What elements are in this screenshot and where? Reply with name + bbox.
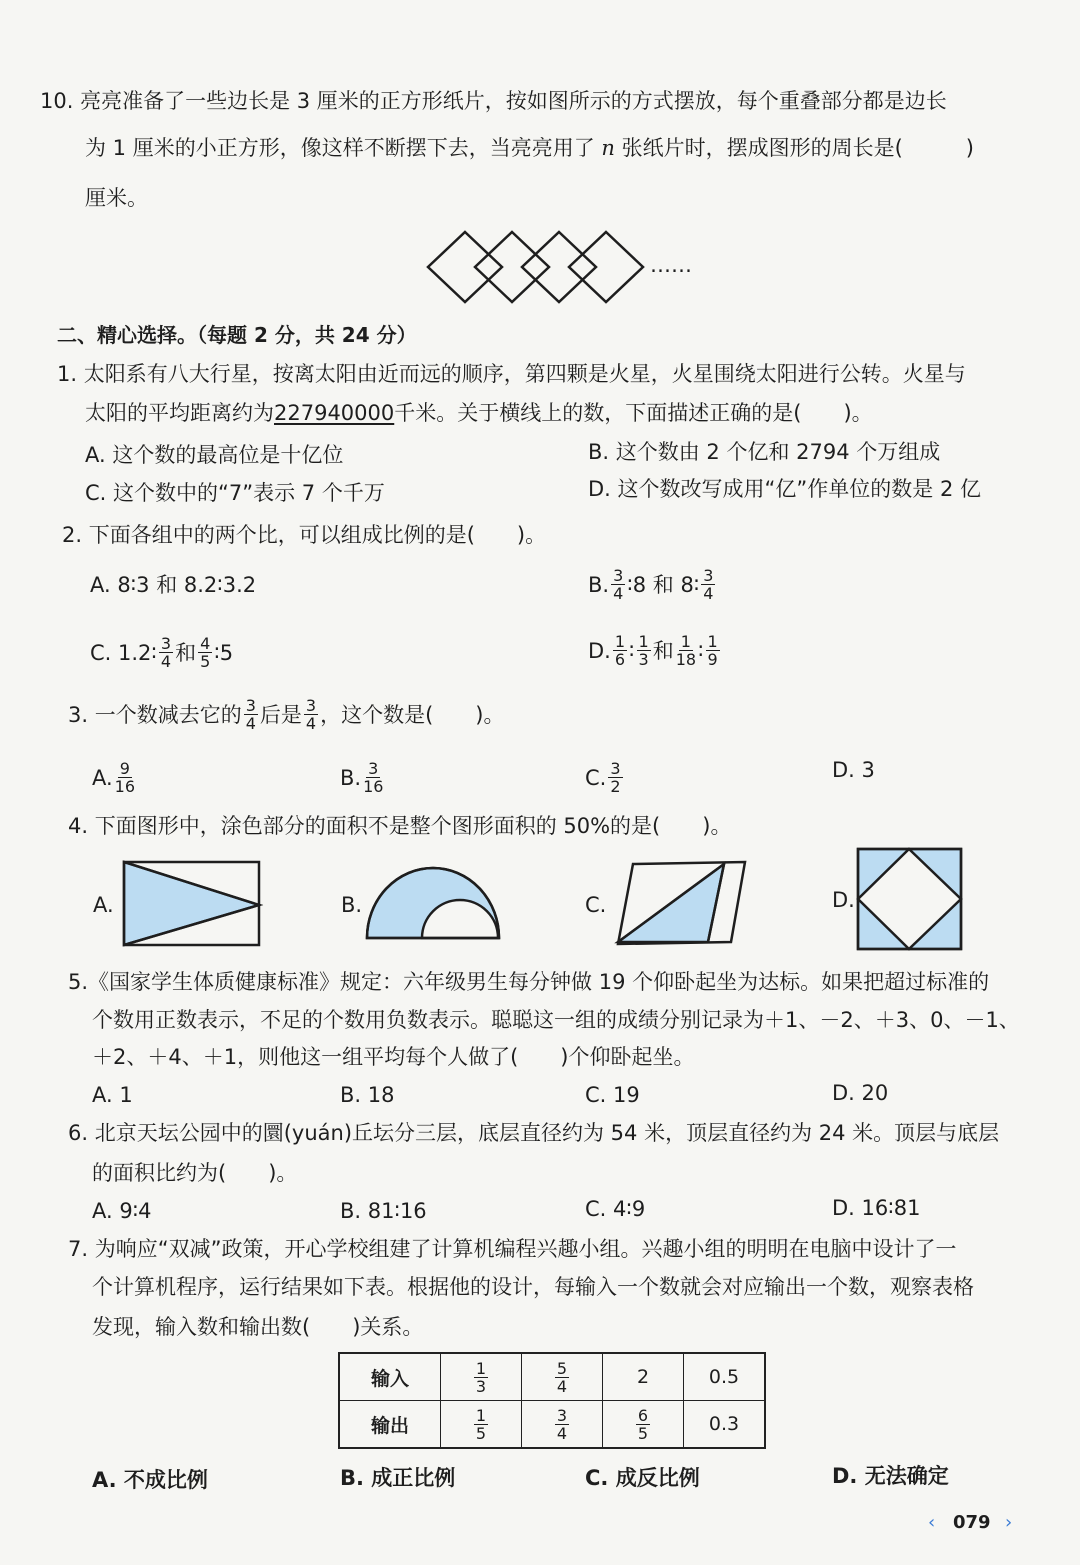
text: D. 16∶81 bbox=[832, 1196, 921, 1220]
denominator: 4 bbox=[245, 714, 256, 733]
text: 个数用正数表示，不足的个数用负数表示。聪聪这一组的成绩分别记录为＋1、－2、＋3、0、－1、 bbox=[92, 1008, 1020, 1032]
page-number: 079 bbox=[953, 1512, 991, 1533]
variable: n bbox=[594, 136, 622, 160]
denominator: 16 bbox=[114, 777, 136, 796]
row-header bbox=[339, 1353, 441, 1401]
denominator: 2 bbox=[610, 777, 621, 796]
fraction bbox=[474, 1360, 488, 1395]
text: A. 这个数的最高位是十亿位 bbox=[85, 443, 344, 467]
q5-line-2 bbox=[92, 1005, 1020, 1035]
q5-option-d[interactable] bbox=[832, 1078, 888, 1108]
fraction bbox=[244, 697, 258, 732]
text: 0.5 bbox=[708, 1366, 740, 1388]
denominator: 9 bbox=[707, 650, 718, 669]
denominator: 16 bbox=[363, 777, 384, 796]
q6-option-a[interactable] bbox=[92, 1196, 152, 1226]
text: D. 20 bbox=[832, 1081, 889, 1105]
q5-option-c[interactable] bbox=[585, 1080, 640, 1110]
text: 厘米。 bbox=[85, 186, 148, 210]
text: D. bbox=[588, 638, 611, 663]
next-page-icon[interactable]: › bbox=[1005, 1512, 1013, 1533]
section-title: 二、精心选择。（每题 2 分，共 24 分） bbox=[57, 323, 417, 347]
q2-option-b[interactable] bbox=[588, 567, 717, 602]
text: 5.《国家学生体质健康标准》规定：六年级男生每分钟做 19 个仰卧起坐为达标。如果把超过标准的 bbox=[68, 970, 990, 994]
numerator: 1 bbox=[614, 632, 626, 651]
denominator: 4 bbox=[703, 584, 714, 603]
text: ，这个数是( )。 bbox=[320, 702, 505, 727]
text: D. 这个数改写成用“亿”作单位的数是 2 亿 bbox=[588, 477, 981, 501]
q4-label-b[interactable]: B. bbox=[341, 893, 363, 917]
q4-label-d[interactable]: D. bbox=[832, 888, 855, 912]
table-cell bbox=[441, 1353, 522, 1401]
denominator: 4 bbox=[556, 1376, 568, 1396]
figure-b-semiring bbox=[367, 868, 499, 938]
q4-label-a[interactable]: A. bbox=[93, 893, 114, 917]
q2-option-a[interactable] bbox=[90, 570, 256, 600]
denominator: 6 bbox=[614, 650, 626, 669]
table-cell bbox=[522, 1353, 603, 1401]
text: B. 18 bbox=[340, 1083, 395, 1107]
text: C. 成反比例 bbox=[585, 1466, 700, 1490]
q5-option-a[interactable] bbox=[92, 1080, 133, 1110]
q1-line-1 bbox=[57, 359, 966, 389]
q2-line-1 bbox=[62, 520, 546, 550]
text: 7. 为响应“双减”政策，开心学校组建了计算机编程兴趣小组。兴趣小组的明明在电脑中设计了一 bbox=[68, 1237, 957, 1261]
figure-c-parallelogram bbox=[618, 862, 745, 944]
figure-a-rectangle-triangle bbox=[124, 862, 259, 945]
text: 后是 bbox=[259, 702, 302, 727]
numerator: 1 bbox=[475, 1405, 487, 1425]
numerator: 3 bbox=[703, 566, 714, 585]
table-cell bbox=[684, 1353, 766, 1401]
text: B. 这个数由 2 个亿和 2794 个万组成 bbox=[588, 440, 941, 464]
q3-option-b[interactable] bbox=[340, 760, 385, 795]
q6-line-2 bbox=[92, 1158, 297, 1188]
denominator: 4 bbox=[556, 1423, 568, 1443]
table-cell bbox=[684, 1401, 766, 1449]
fraction bbox=[611, 567, 625, 602]
text: ∶8 和 8∶ bbox=[627, 572, 700, 597]
numerator: 4 bbox=[200, 634, 211, 653]
table-cell bbox=[522, 1401, 603, 1449]
text: A. 9∶4 bbox=[92, 1199, 152, 1223]
text: ∶ bbox=[698, 638, 704, 663]
numerator: 3 bbox=[160, 634, 172, 653]
q1-option-b[interactable] bbox=[588, 437, 940, 467]
numerator: 3 bbox=[556, 1405, 568, 1425]
text: B. bbox=[340, 765, 362, 790]
numerator: 3 bbox=[305, 696, 317, 715]
text: A. 不成比例 bbox=[92, 1468, 208, 1492]
text: 的面积比约为( )。 bbox=[92, 1161, 298, 1185]
q6-option-c[interactable] bbox=[585, 1194, 645, 1224]
q5-line-3 bbox=[92, 1042, 694, 1072]
numerator: 6 bbox=[637, 1405, 649, 1425]
q6-line-1 bbox=[68, 1118, 999, 1148]
fraction bbox=[636, 1407, 650, 1442]
q1-option-d[interactable] bbox=[588, 474, 981, 504]
text: D. 3 bbox=[832, 758, 875, 782]
text: C. 19 bbox=[585, 1083, 640, 1107]
q3-option-d[interactable] bbox=[832, 755, 875, 785]
fraction bbox=[198, 635, 212, 670]
q6-option-b[interactable] bbox=[340, 1196, 427, 1226]
table-cell bbox=[603, 1401, 684, 1449]
text: ＋2、＋4、＋1，则他这一组平均每个人做了( )个仰卧起坐。 bbox=[92, 1045, 695, 1069]
prev-page-icon[interactable]: ‹ bbox=[928, 1512, 936, 1533]
fraction bbox=[706, 633, 720, 668]
q7-option-a[interactable] bbox=[92, 1465, 208, 1495]
denominator: 5 bbox=[637, 1423, 649, 1443]
denominator: 18 bbox=[675, 650, 697, 669]
fraction bbox=[159, 635, 173, 670]
q7-option-c[interactable] bbox=[585, 1463, 700, 1493]
input-output-table bbox=[338, 1352, 766, 1449]
text: 10. 亮亮准备了一些边长是 3 厘米的正方形纸片，按如图所示的方式摆放，每个重叠部分都是边长 bbox=[40, 89, 947, 113]
text: 4. 下面图形中，涂色部分的面积不是整个图形面积的 50%的是( )。 bbox=[68, 814, 732, 838]
text: 个计算机程序，运行结果如下表。根据他的设计，每输入一个数就会对应输出一个数，观察表格 bbox=[92, 1275, 974, 1299]
q1-option-c[interactable] bbox=[85, 478, 385, 508]
text: 输出 bbox=[370, 1414, 409, 1437]
text: C. 这个数中的“7”表示 7 个千万 bbox=[85, 481, 385, 505]
q4-line-1 bbox=[68, 811, 731, 841]
text: C. bbox=[585, 765, 607, 790]
q6-option-d[interactable] bbox=[832, 1193, 920, 1223]
text: B. 成正比例 bbox=[340, 1466, 456, 1490]
text: 和 bbox=[652, 638, 674, 663]
numerator: 1 bbox=[475, 1358, 487, 1378]
table-row bbox=[339, 1353, 765, 1401]
figure-d-square-diamond bbox=[858, 849, 961, 949]
denominator: 4 bbox=[613, 584, 624, 603]
row-header bbox=[339, 1401, 441, 1449]
numerator: 9 bbox=[119, 759, 130, 778]
text: C. 4∶9 bbox=[585, 1197, 646, 1221]
numerator: 3 bbox=[610, 759, 621, 778]
text: ∶ bbox=[629, 638, 635, 663]
text: A. bbox=[92, 765, 113, 790]
q3-option-a[interactable] bbox=[92, 760, 137, 795]
text: 张纸片时，摆成图形的周长是( ) bbox=[621, 136, 974, 160]
fraction bbox=[637, 633, 651, 668]
text: 2. 下面各组中的两个比，可以组成比例的是( )。 bbox=[62, 523, 547, 547]
q7-option-b[interactable] bbox=[340, 1463, 455, 1493]
fraction bbox=[474, 1407, 488, 1442]
table-cell bbox=[603, 1353, 684, 1401]
fraction bbox=[676, 633, 696, 668]
numerator: 1 bbox=[707, 632, 718, 651]
text: A. 1 bbox=[92, 1083, 133, 1107]
text: D. 无法确定 bbox=[832, 1464, 949, 1488]
q4-label-c[interactable]: C. bbox=[585, 893, 607, 917]
figure-ellipsis: …… bbox=[650, 253, 692, 277]
text: 为 1 厘米的小正方形，像这样不断摆下去，当亮亮用了 bbox=[85, 136, 595, 160]
fraction bbox=[608, 760, 622, 795]
q2-option-c[interactable] bbox=[90, 635, 233, 670]
text: B. bbox=[588, 572, 610, 597]
text: A. 8∶3 和 8.2∶3.2 bbox=[90, 573, 257, 597]
q4-figures bbox=[0, 0, 1, 1]
text: 千米。关于横线上的数，下面描述正确的是( )。 bbox=[394, 401, 873, 425]
denominator: 4 bbox=[305, 714, 317, 733]
denominator: 3 bbox=[638, 650, 649, 669]
numerator: 5 bbox=[556, 1358, 568, 1378]
table-cell bbox=[441, 1401, 522, 1449]
text: 1. 太阳系有八大行星，按离太阳由近而远的顺序，第四颗是火星，火星围绕太阳进行公转。火星与 bbox=[57, 362, 966, 386]
q7-line-1 bbox=[68, 1234, 956, 1264]
text: C. 1.2∶ bbox=[90, 640, 157, 665]
fraction bbox=[555, 1360, 569, 1395]
fraction bbox=[555, 1407, 569, 1442]
q10-line-3 bbox=[85, 183, 148, 213]
q10-line-1 bbox=[40, 86, 947, 116]
q5-line-1 bbox=[68, 967, 989, 997]
denominator: 4 bbox=[160, 652, 172, 671]
text: 太阳的平均距离约为 bbox=[85, 401, 274, 425]
q7-line-2 bbox=[92, 1272, 974, 1302]
q2-option-d[interactable] bbox=[588, 633, 722, 668]
fraction bbox=[701, 567, 715, 602]
denominator: 5 bbox=[200, 652, 211, 671]
text: ∶5 bbox=[214, 640, 234, 665]
q7-option-d[interactable] bbox=[832, 1461, 949, 1491]
numerator: 1 bbox=[680, 632, 691, 651]
numerator: 3 bbox=[613, 566, 624, 585]
denominator: 5 bbox=[475, 1423, 487, 1443]
numerator: 1 bbox=[638, 632, 649, 651]
q5-option-b[interactable] bbox=[340, 1080, 394, 1110]
text: 发现，输入数和输出数( )关系。 bbox=[92, 1315, 424, 1339]
fraction bbox=[613, 633, 627, 668]
q7-line-3 bbox=[92, 1312, 423, 1342]
q1-option-a[interactable] bbox=[85, 440, 343, 470]
numerator: 3 bbox=[245, 696, 256, 715]
fraction bbox=[115, 760, 135, 795]
text: 3. 一个数减去它的 bbox=[68, 702, 242, 727]
q10-line-2 bbox=[85, 133, 974, 163]
q3-option-c[interactable] bbox=[585, 760, 625, 795]
underlined-number: 227940000 bbox=[274, 401, 395, 425]
q1-line-2 bbox=[85, 398, 873, 428]
text: B. 81∶16 bbox=[340, 1199, 427, 1223]
text: 0.3 bbox=[708, 1413, 740, 1435]
text: 输入 bbox=[370, 1367, 409, 1390]
fraction bbox=[304, 697, 318, 732]
text: 2 bbox=[636, 1366, 650, 1388]
q3-line-1 bbox=[68, 697, 504, 732]
fraction bbox=[363, 760, 383, 795]
text: 和 bbox=[175, 640, 197, 665]
text: 6. 北京天坛公园中的圜(yuán)丘坛分三层，底层直径约为 54 米，顶层直径约为 24 米。顶层与底层 bbox=[68, 1121, 1000, 1145]
table-row bbox=[339, 1401, 765, 1449]
denominator: 3 bbox=[475, 1376, 487, 1396]
numerator: 3 bbox=[368, 759, 379, 778]
